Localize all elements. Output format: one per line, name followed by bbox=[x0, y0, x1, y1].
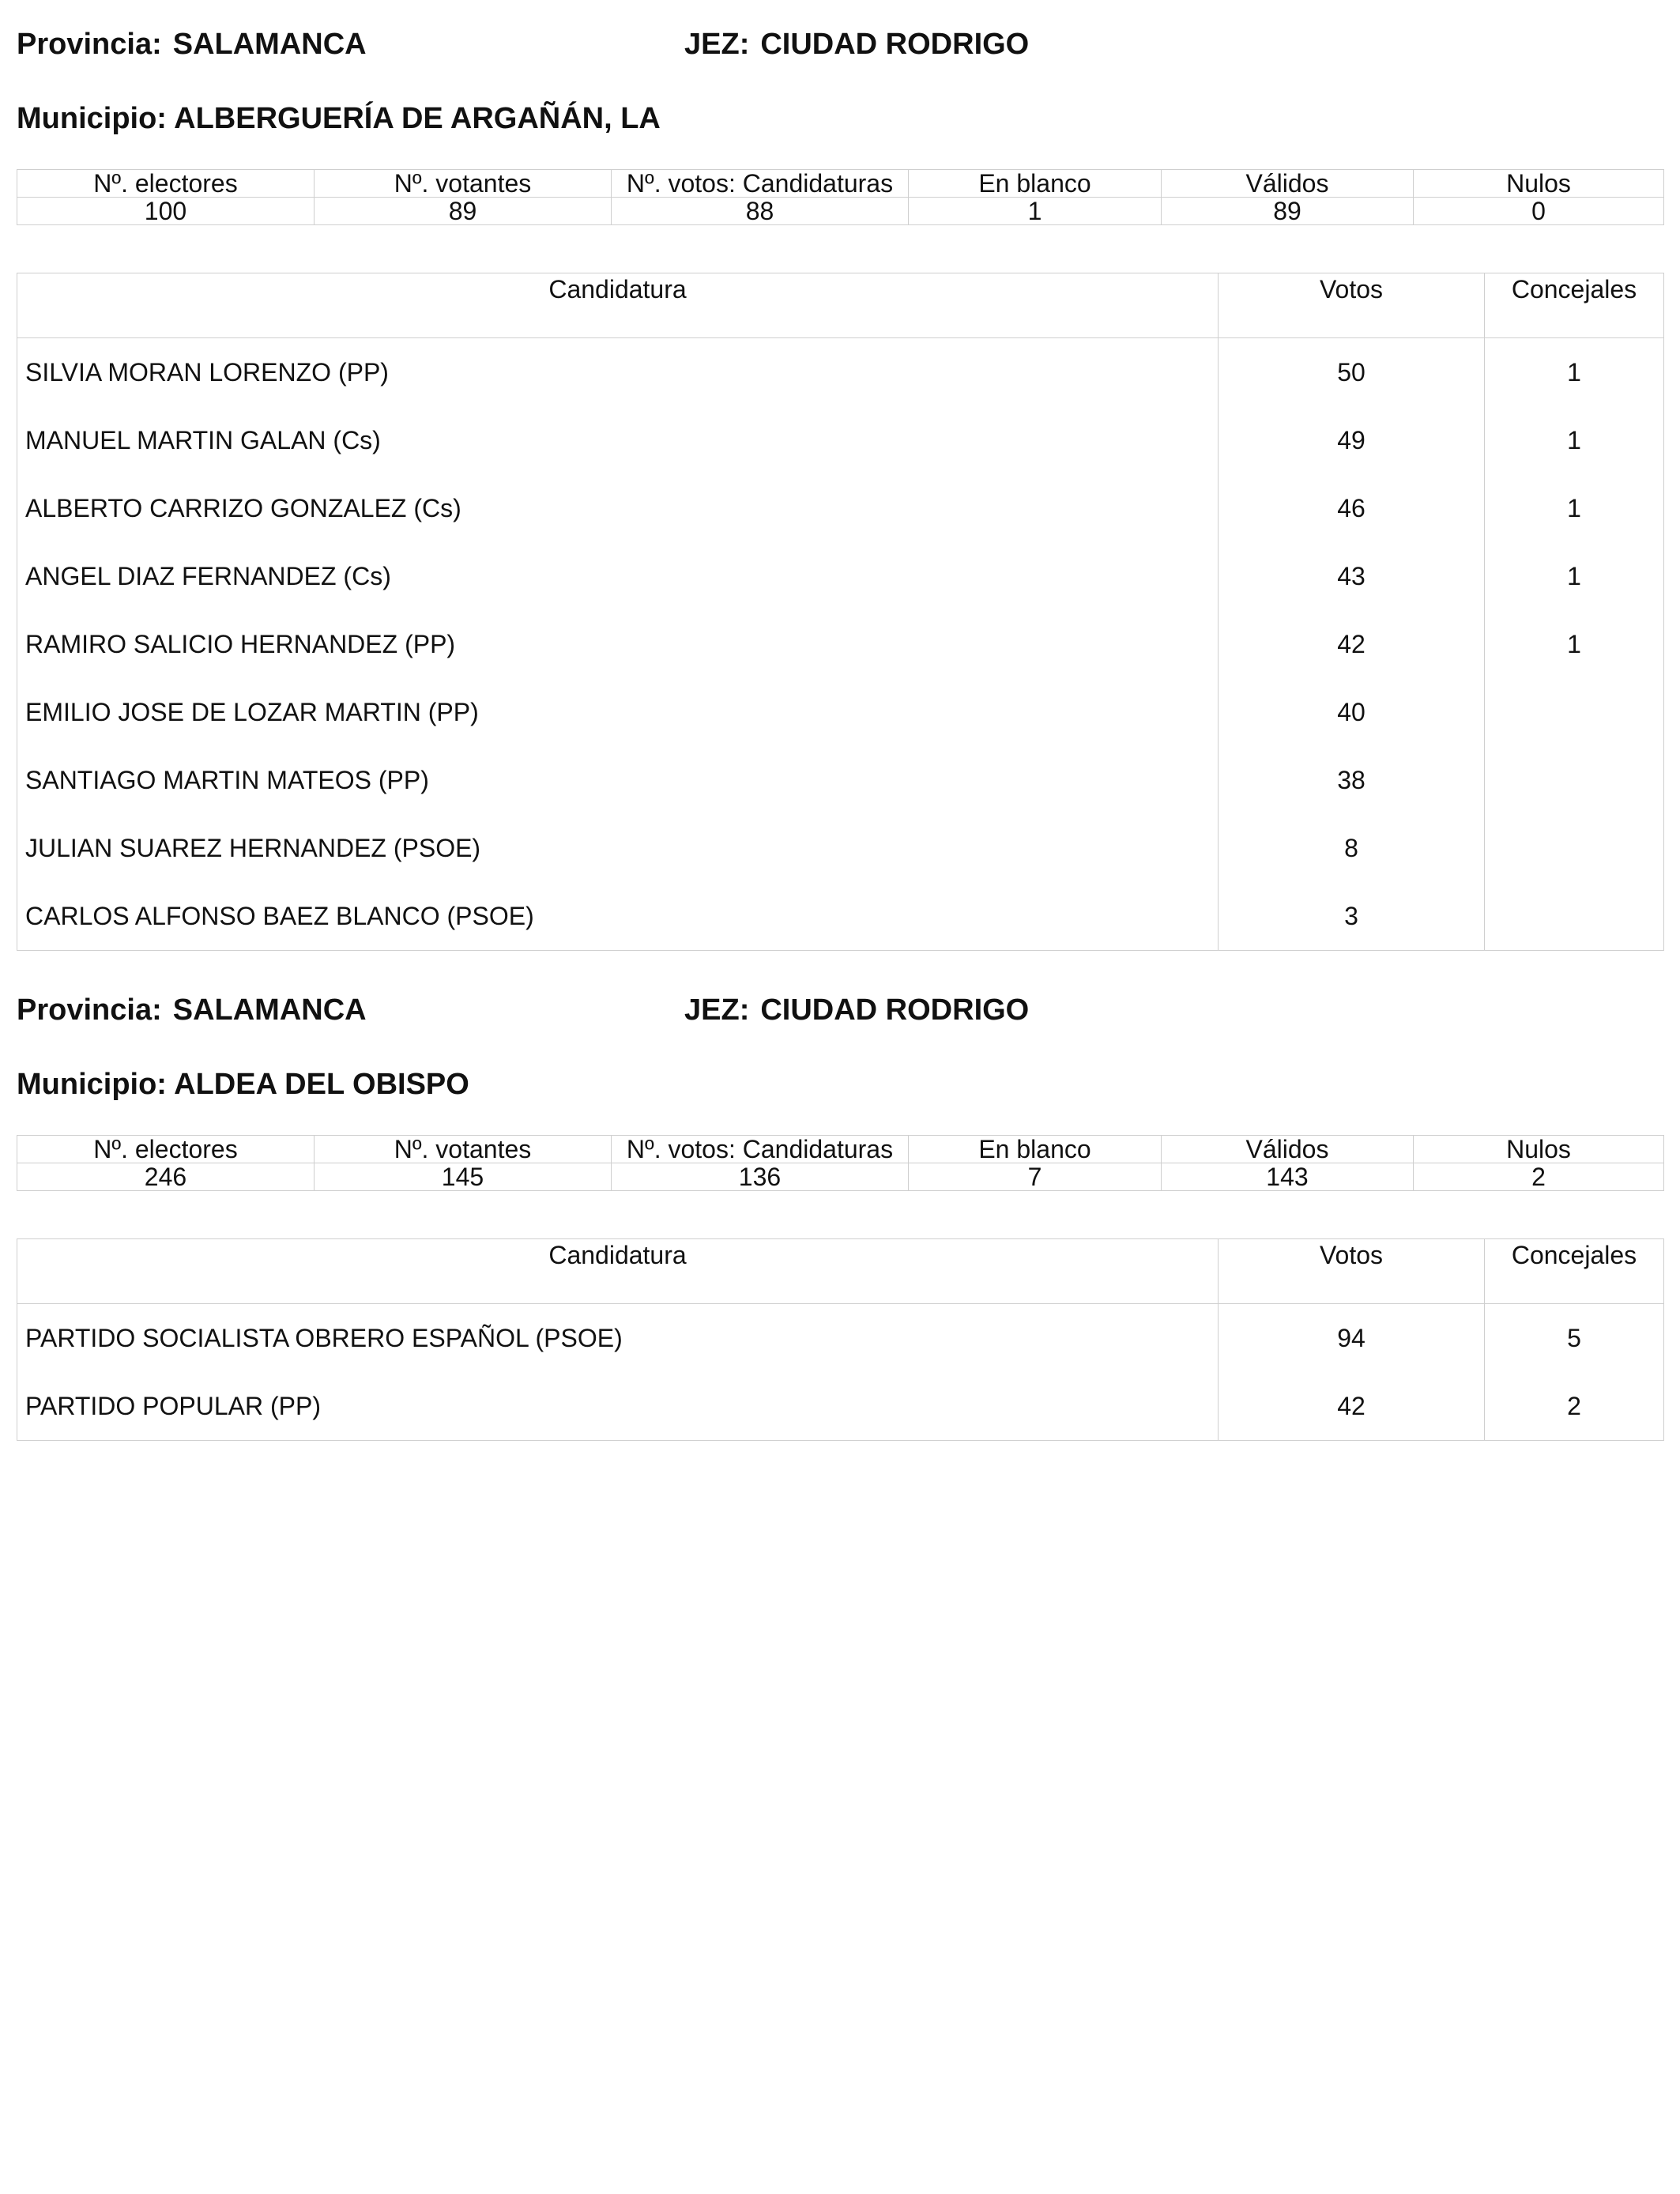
candidatura-header: Candidatura bbox=[17, 1239, 1219, 1304]
candidate-concejales: 2 bbox=[1485, 1372, 1664, 1441]
candidate-name: SILVIA MORAN LORENZO (PP) bbox=[17, 338, 1219, 407]
candidate-votos: 43 bbox=[1219, 542, 1485, 610]
summary-header-cell: Nulos bbox=[1414, 1136, 1664, 1163]
candidate-votos: 40 bbox=[1219, 678, 1485, 746]
candidate-name: MANUEL MARTIN GALAN (Cs) bbox=[17, 406, 1219, 474]
provincia-value: SALAMANCA bbox=[172, 28, 367, 61]
candidate-row bbox=[17, 542, 1664, 610]
candidate-row bbox=[17, 882, 1664, 951]
candidate-votos: 38 bbox=[1219, 746, 1485, 814]
candidate-concejales: 1 bbox=[1485, 338, 1664, 407]
jez-label: JEZ: bbox=[684, 993, 750, 1027]
candidate-row bbox=[17, 1304, 1664, 1373]
summary-value-cell: 100 bbox=[17, 198, 315, 225]
summary-value-cell: 136 bbox=[612, 1163, 909, 1191]
candidate-concejales bbox=[1485, 882, 1664, 951]
municipio-value: ALDEA DEL OBISPO bbox=[174, 1068, 469, 1101]
summary-header-cell: Nº. votos: Candidaturas bbox=[612, 170, 909, 198]
summary-value-cell: 246 bbox=[17, 1163, 315, 1191]
candidate-name: JULIAN SUAREZ HERNANDEZ (PSOE) bbox=[17, 814, 1219, 882]
provincia-value: SALAMANCA bbox=[172, 993, 367, 1027]
summary-header-cell: Nº. electores bbox=[17, 170, 315, 198]
candidate-name: PARTIDO SOCIALISTA OBRERO ESPAÑOL (PSOE) bbox=[17, 1304, 1219, 1373]
municipio-label: Municipio: bbox=[17, 102, 167, 135]
jez-value: CIUDAD RODRIGO bbox=[760, 993, 1030, 1027]
candidate-votos: 42 bbox=[1219, 610, 1485, 678]
votos-header: Votos bbox=[1219, 1239, 1485, 1304]
candidates-table bbox=[17, 1238, 1664, 1441]
candidate-row bbox=[17, 746, 1664, 814]
candidate-votos: 46 bbox=[1219, 474, 1485, 542]
jez-heading bbox=[684, 993, 1029, 1027]
candidate-votos: 94 bbox=[1219, 1304, 1485, 1373]
provincia-label: Provincia: bbox=[17, 28, 162, 61]
candidatura-header: Candidatura bbox=[17, 273, 1219, 338]
candidate-concejales: 1 bbox=[1485, 610, 1664, 678]
jez-heading bbox=[684, 27, 1029, 62]
candidate-votos: 42 bbox=[1219, 1372, 1485, 1441]
summary-header-cell: Nº. votantes bbox=[315, 1136, 612, 1163]
summary-value-row bbox=[17, 1163, 1664, 1191]
jez-value: CIUDAD RODRIGO bbox=[760, 28, 1030, 61]
summary-value-cell: 0 bbox=[1414, 198, 1664, 225]
concejales-header: Concejales bbox=[1485, 273, 1664, 338]
concejales-header: Concejales bbox=[1485, 1239, 1664, 1304]
candidate-name: ALBERTO CARRIZO GONZALEZ (Cs) bbox=[17, 474, 1219, 542]
candidate-name: ANGEL DIAZ FERNANDEZ (Cs) bbox=[17, 542, 1219, 610]
summary-value-cell: 88 bbox=[612, 198, 909, 225]
candidate-concejales: 5 bbox=[1485, 1304, 1664, 1373]
candidate-row bbox=[17, 406, 1664, 474]
candidate-votos: 8 bbox=[1219, 814, 1485, 882]
candidate-row bbox=[17, 1372, 1664, 1441]
candidate-name: RAMIRO SALICIO HERNANDEZ (PP) bbox=[17, 610, 1219, 678]
candidate-row bbox=[17, 474, 1664, 542]
candidate-concejales bbox=[1485, 814, 1664, 882]
candidate-row bbox=[17, 338, 1664, 407]
summary-header-row bbox=[17, 170, 1664, 198]
candidates-header-row bbox=[17, 273, 1664, 338]
candidate-votos: 49 bbox=[1219, 406, 1485, 474]
candidates-table bbox=[17, 273, 1664, 951]
provincia-heading bbox=[17, 27, 367, 62]
municipio-label: Municipio: bbox=[17, 1068, 167, 1101]
votos-header: Votos bbox=[1219, 273, 1485, 338]
summary-value-cell: 7 bbox=[909, 1163, 1162, 1191]
summary-value-cell: 145 bbox=[315, 1163, 612, 1191]
summary-header-cell: Válidos bbox=[1162, 1136, 1414, 1163]
candidate-name: CARLOS ALFONSO BAEZ BLANCO (PSOE) bbox=[17, 882, 1219, 951]
summary-header-cell: En blanco bbox=[909, 170, 1162, 198]
summary-table bbox=[17, 1135, 1664, 1191]
candidate-concejales: 1 bbox=[1485, 542, 1664, 610]
jez-label: JEZ: bbox=[684, 28, 750, 61]
candidate-concejales: 1 bbox=[1485, 406, 1664, 474]
summary-value-cell: 2 bbox=[1414, 1163, 1664, 1191]
municipio-heading bbox=[17, 101, 661, 136]
summary-value-cell: 143 bbox=[1162, 1163, 1414, 1191]
provincia-label: Provincia: bbox=[17, 993, 162, 1027]
summary-table bbox=[17, 169, 1664, 225]
candidate-name: PARTIDO POPULAR (PP) bbox=[17, 1372, 1219, 1441]
summary-header-cell: Nº. electores bbox=[17, 1136, 315, 1163]
municipio-heading bbox=[17, 1067, 469, 1102]
summary-header-cell: En blanco bbox=[909, 1136, 1162, 1163]
candidate-concejales bbox=[1485, 678, 1664, 746]
summary-header-row bbox=[17, 1136, 1664, 1163]
candidate-concejales: 1 bbox=[1485, 474, 1664, 542]
summary-header-cell: Nº. votantes bbox=[315, 170, 612, 198]
candidate-row bbox=[17, 814, 1664, 882]
summary-value-cell: 89 bbox=[315, 198, 612, 225]
candidate-votos: 50 bbox=[1219, 338, 1485, 407]
candidate-concejales bbox=[1485, 746, 1664, 814]
candidates-header-row bbox=[17, 1239, 1664, 1304]
summary-value-cell: 89 bbox=[1162, 198, 1414, 225]
candidate-name: EMILIO JOSE DE LOZAR MARTIN (PP) bbox=[17, 678, 1219, 746]
candidate-votos: 3 bbox=[1219, 882, 1485, 951]
candidate-row bbox=[17, 610, 1664, 678]
candidate-row bbox=[17, 678, 1664, 746]
municipio-value: ALBERGUERÍA DE ARGAÑÁN, LA bbox=[174, 102, 661, 135]
provincia-heading bbox=[17, 993, 367, 1027]
summary-value-cell: 1 bbox=[909, 198, 1162, 225]
summary-header-cell: Nulos bbox=[1414, 170, 1664, 198]
summary-header-cell: Válidos bbox=[1162, 170, 1414, 198]
candidate-name: SANTIAGO MARTIN MATEOS (PP) bbox=[17, 746, 1219, 814]
summary-value-row bbox=[17, 198, 1664, 225]
summary-header-cell: Nº. votos: Candidaturas bbox=[612, 1136, 909, 1163]
